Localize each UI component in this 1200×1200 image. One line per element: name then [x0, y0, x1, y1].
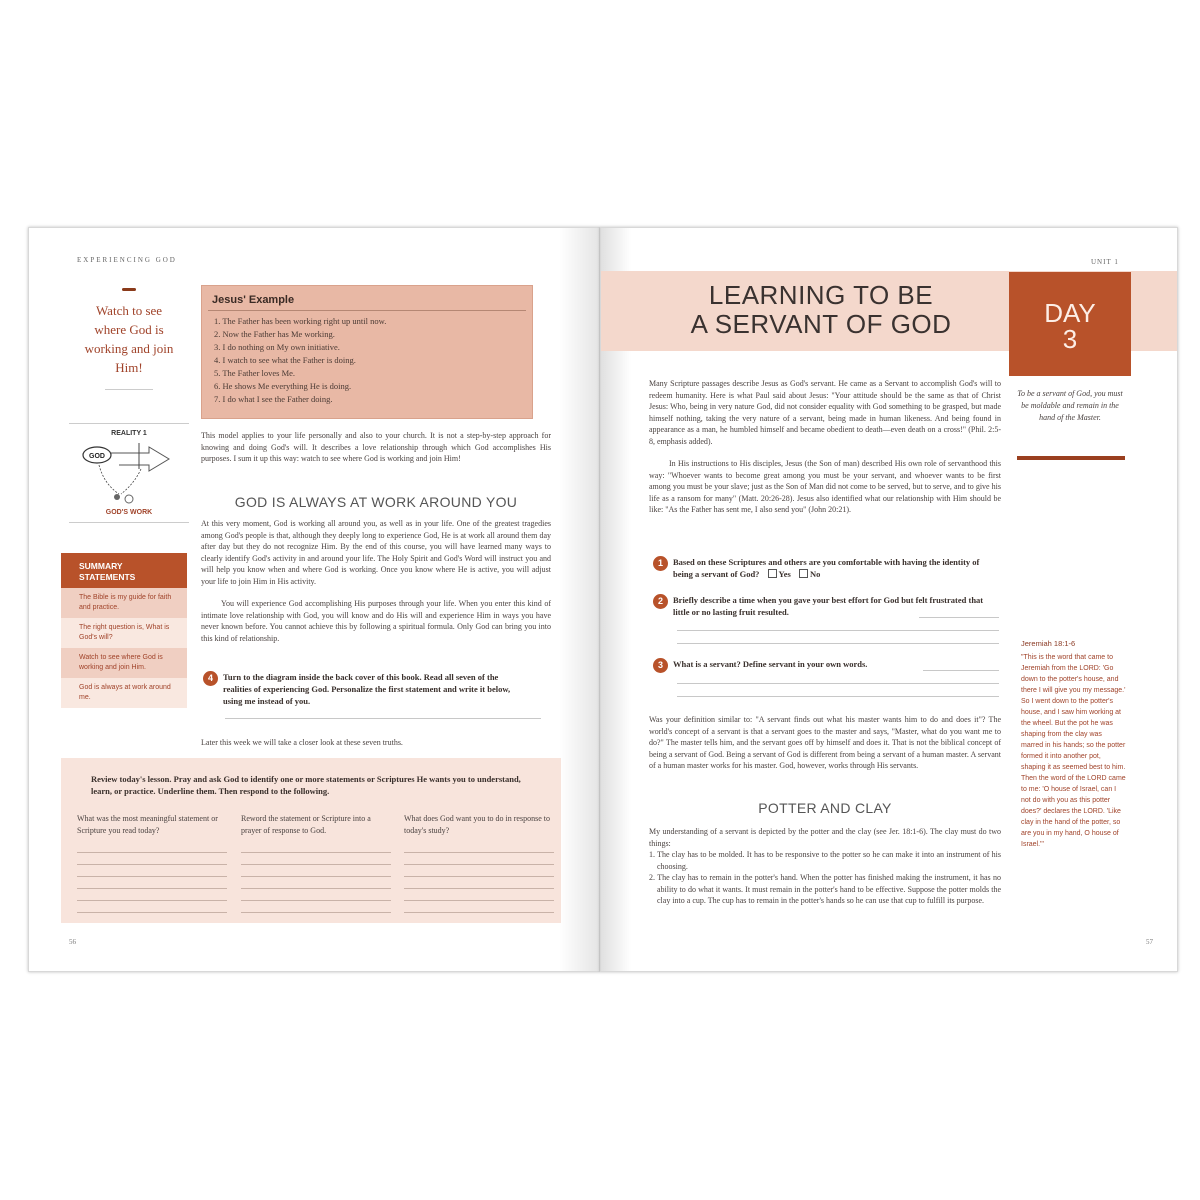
- question-text: Based on these Scriptures and others are you comfortable with having the identity of being a servant of God?: [673, 557, 980, 579]
- review-question: What does God want you to do in response to today's study?: [404, 814, 550, 835]
- question-number-badge: 1: [653, 556, 668, 571]
- answer-line[interactable]: [677, 643, 999, 644]
- title-line: LEARNING TO BE: [708, 280, 934, 310]
- body-paragraph: My understanding of a servant is depicted by the potter and the clay (see Jer. 18:1-6). The clay must do two things:: [649, 827, 1001, 848]
- jesus-example-box: [201, 285, 533, 419]
- page-number: 57: [1146, 938, 1153, 946]
- closing-line: Later this week we will take a closer look at these seven truths.: [201, 738, 403, 747]
- body-paragraph: At this very moment, God is working all around you, as well as in your life. One of the greatest tragedies among God's people is that, although they deeply long to experience God, He is at work all around them day after day but they do not recognize Him. By the end of this course, you will have learned many ways to clearly identify God's activity in and around your life. The Holy Spirit and God's Word will instruct you and will help you know when and where God is working. Once you know where He is active, you will adjust your life to join Him in His activity.: [201, 519, 551, 586]
- question-text: Briefly describe a time when you gave your best effort for God but felt frustrated that little or no lasting fruit resulted.: [673, 595, 984, 617]
- answer-line[interactable]: [404, 864, 554, 865]
- answer-line[interactable]: [404, 852, 554, 853]
- day-badge: [1009, 272, 1131, 376]
- gods-work-diagram-icon: [79, 439, 179, 507]
- answer-line[interactable]: [404, 900, 554, 901]
- answer-line[interactable]: [77, 864, 227, 865]
- review-box: [61, 758, 561, 923]
- answer-line[interactable]: [919, 617, 999, 618]
- answer-line[interactable]: [404, 876, 554, 877]
- body-paragraph: Was your definition similar to: "A servant finds out what his master wants him to do and does it"? The world's concept of a servant is that a servant goes to the master and says, "Master, what do you want me to do?" The master tells him, and the servant goes off by himself and does it. That is not the biblical concept of being a servant of God. Being a servant of God is different from being a servant of a human master. A servant of a human master works for his master. God, however, works through His servants.: [649, 715, 1001, 770]
- body-paragraph: Many Scripture passages describe Jesus as God's servant. He came as a Servant to accomplish God's will to redeem humanity. Here is what Paul said about Jesus: "Your attitude should be the same as that of Christ Jesus: Who, being in very nature God, did not consider equality with God something to be grasped, but made himself nothing, taking the very nature of a servant, being made in human likeness. And being found in appearance as a man, he humbled himself and became obedient to death—even death on a cross!" (Phil. 2:5-8, emphasis added).: [649, 379, 1001, 446]
- scripture-text: "This is the word that came to Jeremiah from the LORD: 'Go down to the potter's house, and there I will give you my message.' So I went down to the potter's house, and I saw him working at the wheel. But the pot he was shaping from the clay was marred in his hands; so the potter formed it into another pot, shaping it as seemed best to him. Then the word of the LORD came to me: 'O house of Israel, can I not do with you as this potter does?' declares the LORD. 'Like clay in the hand of the potter, so are you in my hand, O house of Israel.'": [1021, 654, 1126, 848]
- page-number: 56: [69, 938, 76, 946]
- running-head-left: EXPERIENCING GOD: [77, 256, 177, 264]
- scripture-reference: Jeremiah 18:1-6: [1021, 639, 1076, 648]
- answer-line[interactable]: [677, 696, 999, 697]
- question-number-badge: 2: [653, 594, 668, 609]
- body-paragraph: You will experience God accomplishing His purposes through your life. When you enter this kind of intimate love relationship with God, you will know and do His will and experience Him in ways you have never known before. You cannot achieve this by following a spiritual formula. Only God can bring you into this kind of relationship.: [201, 599, 551, 643]
- diagram-god-label: GOD: [89, 453, 105, 460]
- answer-line[interactable]: [225, 718, 541, 719]
- jesus-example-item: 3. I do nothing on My own initiative.: [214, 342, 340, 352]
- question-1: [657, 556, 993, 580]
- running-head-right: UNIT 1: [1091, 258, 1119, 266]
- answer-line[interactable]: [241, 900, 391, 901]
- option-label: No: [809, 569, 821, 579]
- question-4: [207, 671, 513, 707]
- review-column: [241, 813, 391, 913]
- review-column: [404, 813, 554, 913]
- answer-line[interactable]: [677, 630, 999, 631]
- answer-line[interactable]: [77, 888, 227, 889]
- jesus-example-item: 2. Now the Father has Me working.: [214, 329, 335, 339]
- jesus-example-item: 5. The Father loves Me.: [214, 368, 296, 378]
- answer-line[interactable]: [241, 876, 391, 877]
- answer-line[interactable]: [77, 852, 227, 853]
- ornament-icon: [122, 288, 136, 291]
- review-question: What was the most meaningful statement or Scripture you read today?: [77, 814, 218, 835]
- scripture-sidebar: [1021, 638, 1126, 850]
- jesus-example-item: 1. The Father has been working right up until now.: [214, 316, 387, 326]
- answer-line[interactable]: [77, 912, 227, 913]
- question-text: Turn to the diagram inside the back cover of this book. Read all seven of the realities of experiencing God. Personalize the first statement and write it below, using me instead of you.: [223, 672, 511, 706]
- right-page: [600, 227, 1178, 972]
- margin-callout: [79, 288, 179, 390]
- answer-line[interactable]: [241, 888, 391, 889]
- answer-line[interactable]: [404, 912, 554, 913]
- answer-line[interactable]: [677, 683, 999, 684]
- answer-line[interactable]: [404, 888, 554, 889]
- section-heading: GOD IS ALWAYS AT WORK AROUND YOU: [234, 494, 518, 510]
- day-number: 3: [1062, 324, 1078, 354]
- list-item: 1. The clay has to be molded. It has to be responsive to the potter so he can make it into an instrument of his choosing.: [649, 850, 1001, 871]
- question-text: What is a servant? Define servant in your own words.: [673, 659, 868, 669]
- jesus-example-item: 4. I watch to see what the Father is doing.: [214, 355, 356, 365]
- callout-text: Watch to see where God is working and join Him!: [84, 303, 174, 375]
- answer-line[interactable]: [77, 876, 227, 877]
- lesson-title: [661, 281, 981, 339]
- question-3: [657, 658, 933, 670]
- summary-statements: [61, 553, 187, 708]
- left-page: [28, 227, 600, 972]
- answer-line[interactable]: [77, 900, 227, 901]
- question-2: [657, 594, 993, 618]
- book-spread: [28, 227, 1176, 972]
- day-label: DAY: [1044, 298, 1096, 328]
- answer-line[interactable]: [241, 852, 391, 853]
- answer-line[interactable]: [241, 912, 391, 913]
- title-line: A SERVANT OF GOD: [690, 309, 952, 339]
- reality-caption: GOD'S WORK: [105, 509, 153, 516]
- summary-item: The right question is, What is God's will?: [61, 618, 187, 648]
- intro-paragraph: This model applies to your life personally and also to your church. It is not a step-by-step approach for knowing and doing God's will. It describes a love relationship through which God accomplishes His purposes. I sum it up this way: watch to see where God is working and join Him!: [201, 431, 551, 463]
- checkbox-yes[interactable]: [768, 569, 777, 578]
- section-heading: POTTER AND CLAY: [758, 800, 892, 816]
- summary-item: God is always at work around me.: [61, 678, 187, 708]
- reality-diagram: [69, 423, 189, 523]
- review-question: Reword the statement or Scripture into a prayer of response to God.: [241, 814, 371, 835]
- divider: [69, 522, 189, 523]
- callout-rule: [105, 389, 153, 390]
- numbered-list: [649, 849, 1001, 907]
- checkbox-no[interactable]: [799, 569, 808, 578]
- option-label: Yes: [778, 569, 791, 579]
- divider: [69, 423, 189, 424]
- answer-line[interactable]: [241, 864, 391, 865]
- jesus-example-title: Jesus' Example: [212, 294, 295, 306]
- jesus-example-item: 6. He shows Me everything He is doing.: [214, 381, 352, 391]
- day-quote: To be a servant of God, you must be moldable and remain in the hand of the Master.: [1017, 389, 1123, 422]
- review-prompt: Review today's lesson. Pray and ask God to identify one or more statements or Scriptures He wants you to understand, learn, or practice. Underline them. Then respond to the following.: [91, 774, 521, 796]
- summary-header: SUMMARY STATEMENTS: [61, 553, 187, 588]
- jesus-example-item: 7. I do what I see the Father doing.: [214, 394, 333, 404]
- reality-title: REALITY 1: [111, 430, 147, 437]
- summary-item: Watch to see where God is working and join Him.: [61, 648, 187, 678]
- review-column: [77, 813, 227, 913]
- list-item: 2. The clay has to remain in the potter's hand. When the potter has finished making the instrument, it has no ability to do what it wants. It must remain in the potter's hand to be effective. Suppose the potter molds the clay into a cup. The cup has to remain in the potter's hands so he can use that cup to fulfill its purpose.: [649, 873, 1001, 905]
- gutter-shadow: [559, 228, 599, 971]
- divider: [208, 310, 526, 311]
- question-number-badge: 4: [203, 671, 218, 686]
- divider: [1017, 456, 1125, 460]
- question-number-badge: 3: [653, 658, 668, 673]
- summary-item: The Bible is my guide for faith and practice.: [61, 588, 187, 618]
- answer-line[interactable]: [923, 670, 999, 671]
- body-paragraph: In His instructions to His disciples, Jesus (the Son of man) described His own role of servanthood this way: "Whoever wants to become great among you must be your servant, and whoever wants to be first among you must be your slave; just as the Son of Man did not come to be served, but to serve, and to give his life as a ransom for many" (Matt. 20:26-28). Jesus also identified what our relationship with Him should be like: "As the Father has sent me, I also send you" (John 20:21).: [649, 459, 1001, 514]
